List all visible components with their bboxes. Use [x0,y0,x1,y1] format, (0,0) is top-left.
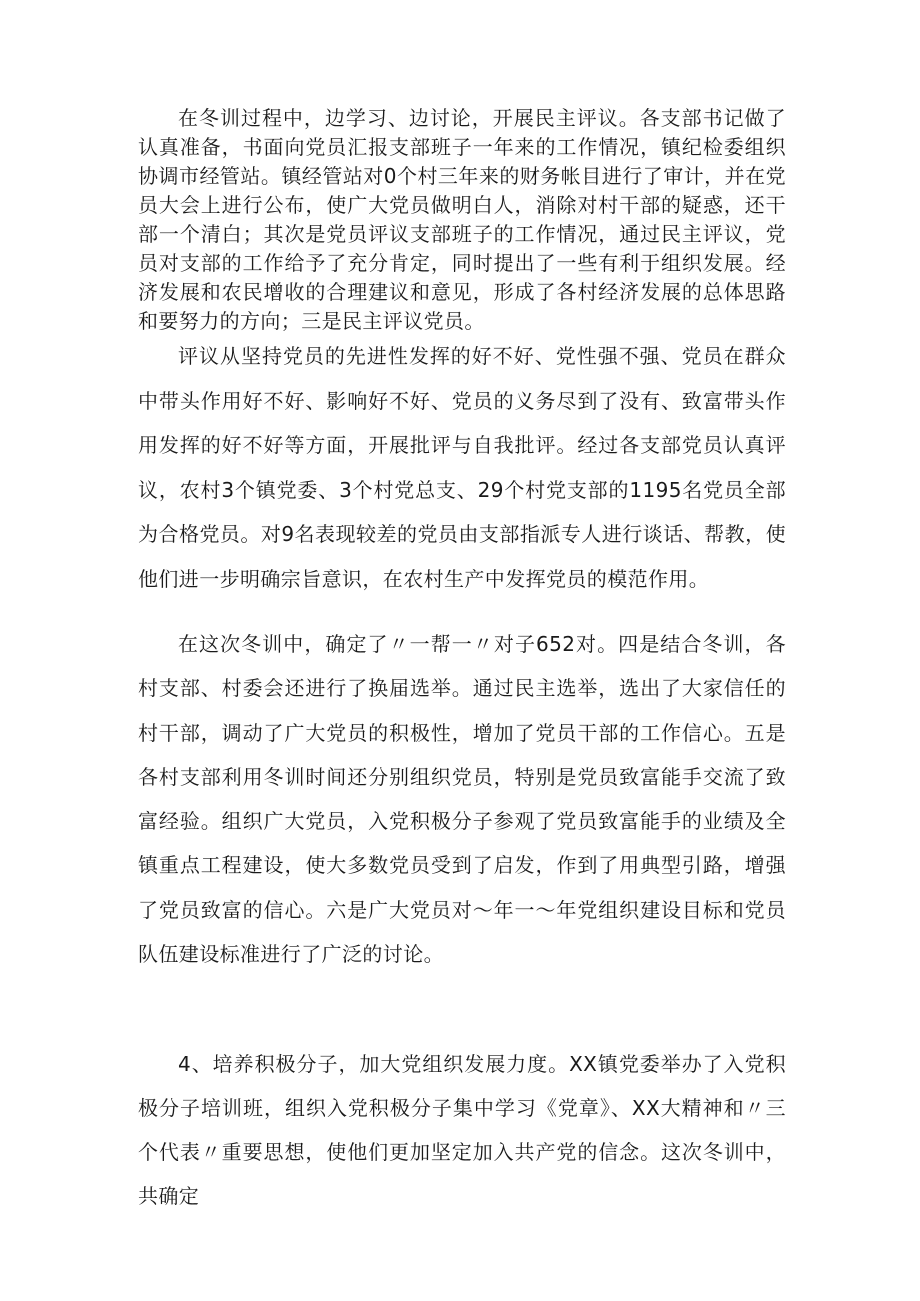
paragraph-democratic-review: 在冬训过程中，边学习、边讨论，开展民主评议。各支部书记做了认真准备，书面向党员汇报支部班子一年来的工作情况，镇纪检委组织协调市经管站。镇经管站对0个村三年来的财务帐目进行了审计，并在党员大会上进行公布，使广大党员做明白人，消除对村干部的疑惑，还干部一个清白；其次是党员评议支部班子的工作情况，通过民主评议，党员对支部的工作给予了充分肯定，同时提出了一些有利于组织发展。经济发展和农民增收的合理建议和意见，形成了各村经济发展的总体思路和要努力的方向；三是民主评议党员。 [138,106,786,333]
paragraph-winter-training: 在这次冬训中，确定了〃一帮一〃对子652对。四是结合冬训，各村支部、村委会还进行了换届选举。通过民主选举，选出了大家信任的村干部，调动了广大党员的积极性，增加了党员干部的工作信心。五是各村支部利用冬训时间还分别组织党员，特别是党员致富能手交流了致富经验。组织广大党员，入党积极分子参观了党员致富能手的业绩及全镇重点工程建设，使大多数党员受到了启发，作到了用典型引路，增强了党员致富的信心。六是广大党员对～年一～年党组织建设目标和党员队伍建设标准进行了广泛的讨论。 [138,632,786,967]
paragraph-member-evaluation: 评议从坚持党员的先进性发挥的好不好、党性强不强、党员在群众中带头作用好不好、影响好不好、党员的义务尽到了没有、致富带头作用发挥的好不好等方面，开展批评与自我批评。经过各支部党员认真评议，农村3个镇党委、3个村党总支、29个村党支部的1195名党员全部为合格党员。对9名表现较差的党员由支部指派专人进行谈话、帮教，使他们进一步明确宗旨意识，在农村生产中发挥党员的模范作用。 [138,344,786,591]
paragraph-activist-training: 4、培养积极分子，加大党组织发展力度。XX镇党委举办了入党积极分子培训班，组织入党积极分子集中学习《党章》、XX大精神和〃三个代表〃重要思想，使他们更加坚定加入共产党的信念。这次冬训中，共确定 [138,1052,786,1208]
